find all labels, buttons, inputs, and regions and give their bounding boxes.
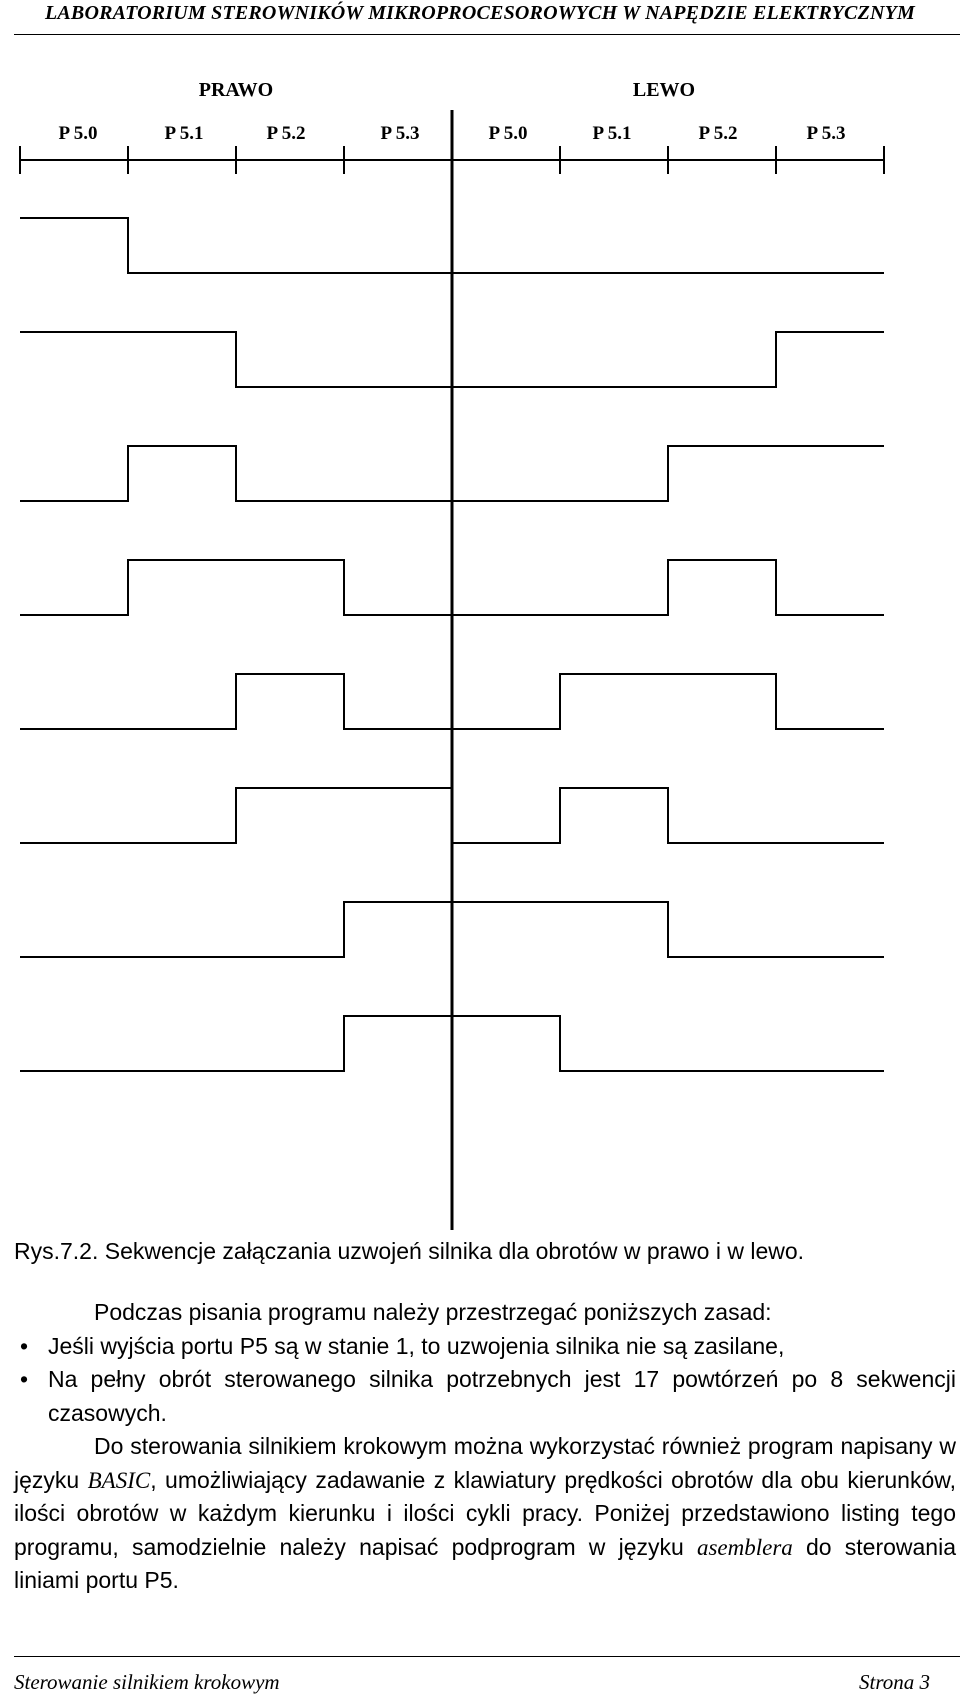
port-label: P 5.0 bbox=[58, 123, 98, 144]
bullet-text: Na pełny obrót sterowanego silnika potrzebnych jest 17 powtórzeń po 8 sekwencji czasowych. bbox=[48, 1366, 956, 1426]
body-text bbox=[14, 1296, 956, 1598]
port-label: P 5.3 bbox=[380, 123, 420, 144]
paragraph-text: Do sterowania silnikiem krokowym można wykorzystać również program napisany w języku bbox=[14, 1433, 956, 1493]
bullet-text: Jeśli wyjścia portu P5 są w stanie 1, to uzwojenia silnika nie są zasilane, bbox=[48, 1332, 785, 1359]
bullet-item bbox=[14, 1363, 956, 1430]
bullet-symbol: • bbox=[20, 1366, 29, 1392]
port-label: P 5.1 bbox=[592, 123, 632, 144]
phase-waveform bbox=[20, 788, 884, 843]
paragraph-text: , umożliwiający zadawanie z klawiatury prędkości obrotów dla obu kierunków, ilości obrotów w każdym kierunku i ilości cykli pracy. Poniżej przedstawiono listing tego programu, samodzielnie należy napisać podprogram w języku bbox=[14, 1466, 956, 1560]
assembler-term: asemblera bbox=[696, 1534, 793, 1560]
bullet-item bbox=[14, 1330, 956, 1364]
header-divider bbox=[14, 34, 960, 35]
port-label: P 5.2 bbox=[266, 123, 306, 144]
direction-label: PRAWO bbox=[198, 79, 274, 101]
timing-diagram-svg bbox=[0, 60, 960, 1260]
port-label: P 5.2 bbox=[698, 123, 738, 144]
page-number: Strona 3 bbox=[859, 1670, 930, 1694]
port-label: P 5.1 bbox=[164, 123, 204, 144]
basic-paragraph bbox=[14, 1430, 956, 1598]
page-header bbox=[30, 2, 930, 25]
paragraph-text: do sterowania liniami portu P5. bbox=[14, 1533, 957, 1593]
timing-diagram bbox=[0, 60, 960, 1260]
header-title: LABORATORIUM STEROWNIKÓW MIKROPROCESOROWYCH W NAPĘDZIE ELEKTRYCZNYM bbox=[44, 2, 916, 24]
port-label: P 5.3 bbox=[806, 123, 846, 144]
intro-paragraph: Podczas pisania programu należy przestrzegać poniższych zasad: bbox=[94, 1299, 772, 1325]
bullet-symbol: • bbox=[20, 1332, 29, 1359]
port-label: P 5.0 bbox=[488, 123, 528, 144]
footer-title: Sterowanie silnikiem krokowym bbox=[14, 1670, 280, 1694]
direction-label: LEWO bbox=[632, 79, 696, 101]
figure-caption: Rys.7.2. Sekwencje załączania uzwojeń silnika dla obrotów w prawo i w lewo. bbox=[14, 1238, 805, 1264]
footer-divider bbox=[14, 1656, 960, 1657]
basic-term: BASIC bbox=[87, 1467, 151, 1493]
